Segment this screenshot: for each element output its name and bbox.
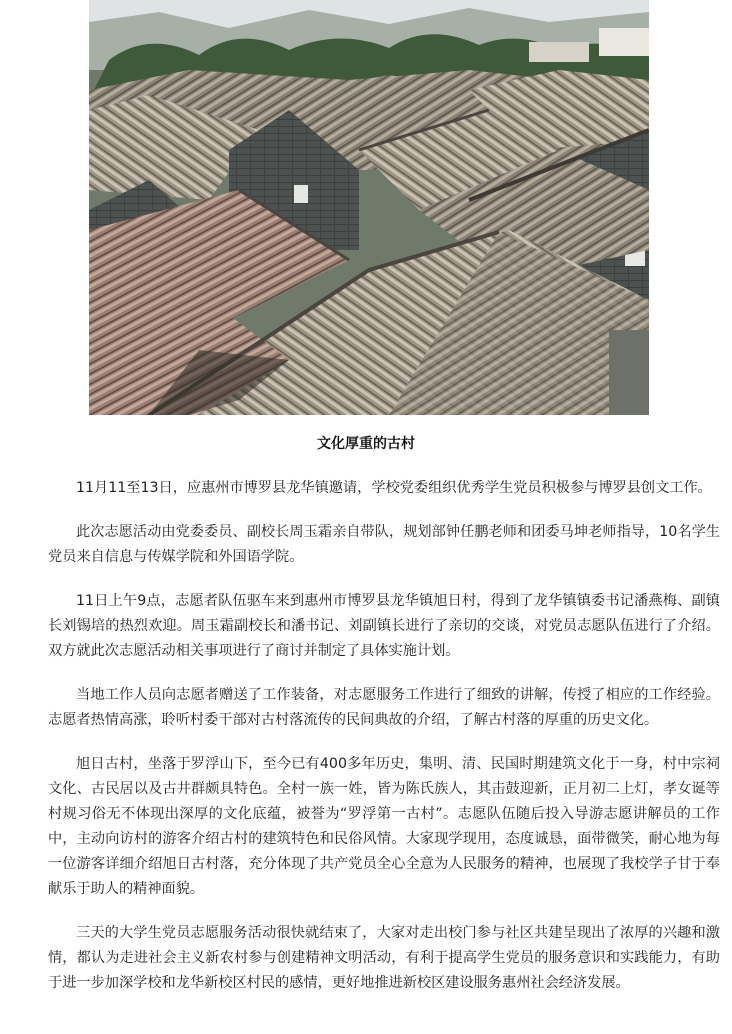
article-body xyxy=(48,476,720,1015)
paragraph-6: 三天的大学生党员志愿服务活动很快就结束了，大家对走出校门参与社区共建呈现出了浓厚的兴趣和激情，都认为走进社会主义新农村参与创建精神文明活动，有利于提高学生党员的服务意识和实践能力，有助于进一步加深学校和龙华新校区村民的感情，更好地推进新校区建设服务惠州社会经济发展。 xyxy=(48,925,720,991)
paragraph-2: 此次志愿活动由党委委员、副校长周玉霜亲自带队，规划部钟任鹏老师和团委马坤老师指导，10名学生党员来自信息与传媒学院和外国语学院。 xyxy=(48,524,720,565)
village-photo xyxy=(89,0,649,415)
photo-caption: 文化厚重的古村 xyxy=(317,436,415,452)
paragraph-1: 11月11至13日，应惠州市博罗县龙华镇邀请，学校党委组织优秀学生党员积极参与博罗县创文工作。 xyxy=(76,480,712,496)
paragraph-3: 11日上午9点，志愿者队伍驱车来到惠州市博罗县龙华镇旭日村，得到了龙华镇镇委书记潘燕梅、副镇长刘锡培的热烈欢迎。周玉霜副校长和潘书记、刘副镇长进行了亲切的交谈，对党员志愿队伍进行了介绍。双方就此次志愿活动相关事项进行了商讨并制定了具体实施计划。 xyxy=(48,593,720,659)
paragraph-5: 旭日古村，坐落于罗浮山下，至今已有400多年历史，集明、清、民国时期建筑文化于一身，村中宗祠文化、古民居以及古井群颇具特色。全村一族一姓，皆为陈氏族人，其击鼓迎新，正月初二上灯，孝女诞等村规习俗无不体现出深厚的文化底蕴，被誉为“罗浮第一古村”。志愿队伍随后投入导游志愿讲解员的工作中，主动向访村的游客介绍古村的建筑特色和民俗风情。大家现学现用，态度诚恳，面带微笑，耐心地为每一位游客详细介绍旭日古村落，充分体现了共产党员全心全意为人民服务的精神，也展现了我校学子甘于奉献乐于助人的精神面貌。 xyxy=(48,756,720,897)
paragraph-4: 当地工作人员向志愿者赠送了工作装备，对志愿服务工作进行了细致的讲解，传授了相应的工作经验。志愿者热情高涨，聆听村委干部对古村落流传的民间典故的介绍，了解古村落的厚重的历史文化。 xyxy=(48,687,720,728)
